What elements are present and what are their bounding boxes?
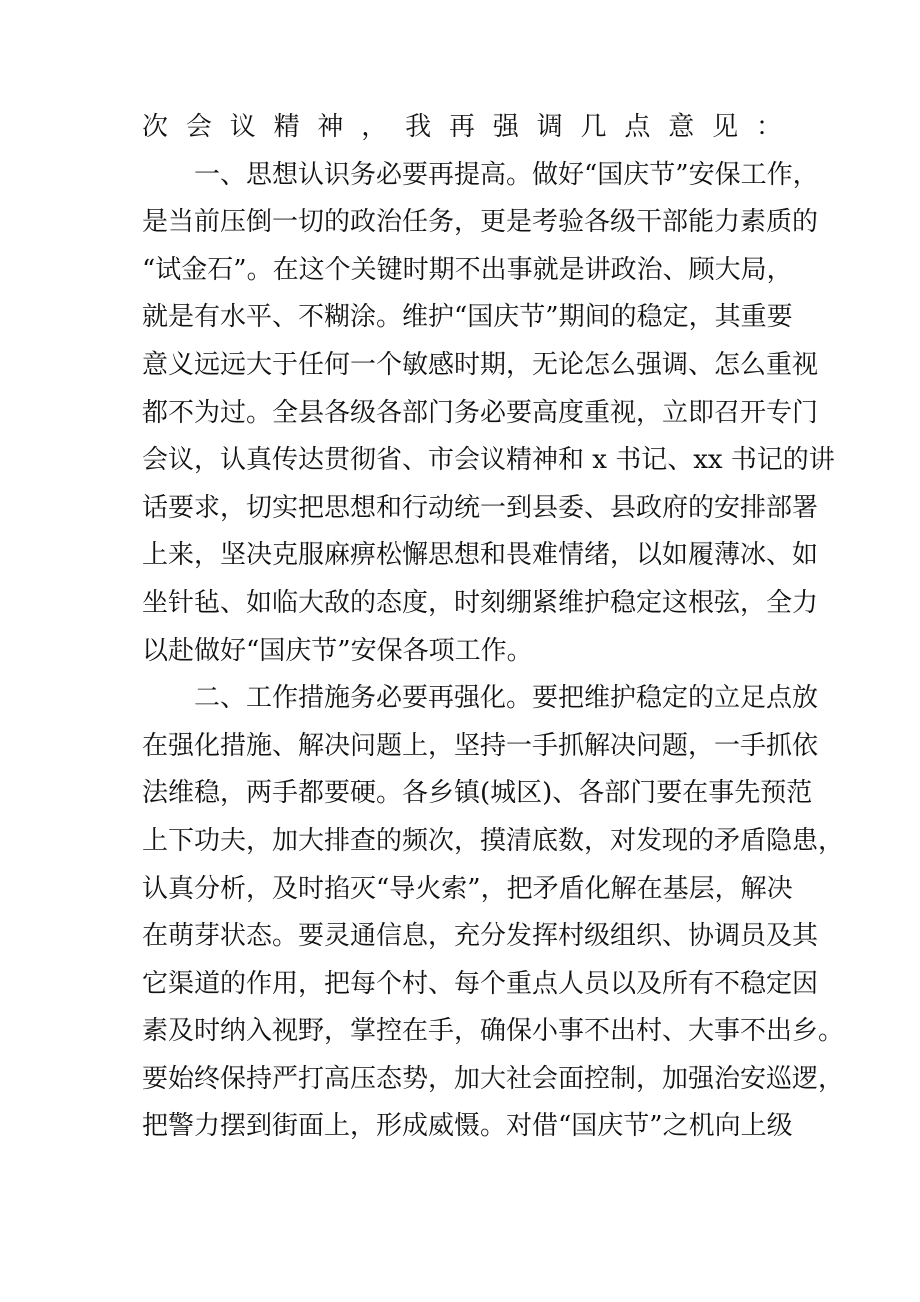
- text-line: 上下功夫，加大排查的频次，摸清底数，对发现的矛盾隐患，: [142, 825, 845, 856]
- text-line: 二、工作措施务必要再强化。要把维护稳定的立足点放: [194, 683, 819, 714]
- text-line: 上来，坚决克服麻痹松懈思想和畏难情绪，以如履薄冰、如: [142, 540, 819, 571]
- text-line: 要始终保持严打高压态势，加大社会面控制，加强治安巡逻，: [142, 1063, 845, 1094]
- text-line: 意义远远大于任何一个敏感时期，无论怎么强调、怎么重视: [142, 349, 819, 380]
- text-line: 一、思想认识务必要再提高。做好“国庆节”安保工作，: [194, 159, 819, 190]
- text-line: 是当前压倒一切的政治任务，更是考验各级干部能力素质的: [142, 207, 819, 238]
- text-line: 会议，认真传达贯彻省、市会议精神和 x 书记、xx 书记的讲: [142, 445, 835, 476]
- text-line: 在萌芽状态。要灵通信息，充分发挥村级组织、协调员及其: [142, 921, 819, 952]
- text-line: 次会议精神，我再强调几点意见：: [142, 112, 782, 142]
- text-line: 都不为过。全县各级各部门务必要高度重视，立即召开专门: [142, 397, 819, 428]
- text-line: 把警力摆到街面上，形成威慑。对借“国庆节”之机向上级: [142, 1111, 793, 1142]
- text-line: 它渠道的作用，把每个村、每个重点人员以及所有不稳定因: [142, 968, 819, 999]
- text-line: 法维稳，两手都要硬。各乡镇(城区)、各部门要在事先预范: [142, 778, 813, 809]
- text-line: 在强化措施、解决问题上，坚持一手抓解决问题，一手抓依: [142, 730, 819, 761]
- text-line: 素及时纳入视野，掌控在手，确保小事不出村、大事不出乡。: [142, 1016, 845, 1047]
- text-line: 话要求，切实把思想和行动统一到县委、县政府的安排部署: [142, 492, 819, 523]
- text-line: “试金石”。在这个关键时期不出事就是讲政治、顾大局，: [142, 254, 793, 285]
- text-line: 坐针毡、如临大敌的态度，时刻绷紧维护稳定这根弦，全力: [142, 587, 819, 618]
- text-line: 认真分析，及时掐灭“导火索”，把矛盾化解在基层，解决: [142, 873, 793, 904]
- text-line: 就是有水平、不糊涂。维护“国庆节”期间的稳定，其重要: [142, 302, 793, 333]
- document-body: [142, 104, 845, 1151]
- text-line: 以赴做好“国庆节”安保各项工作。: [142, 635, 533, 666]
